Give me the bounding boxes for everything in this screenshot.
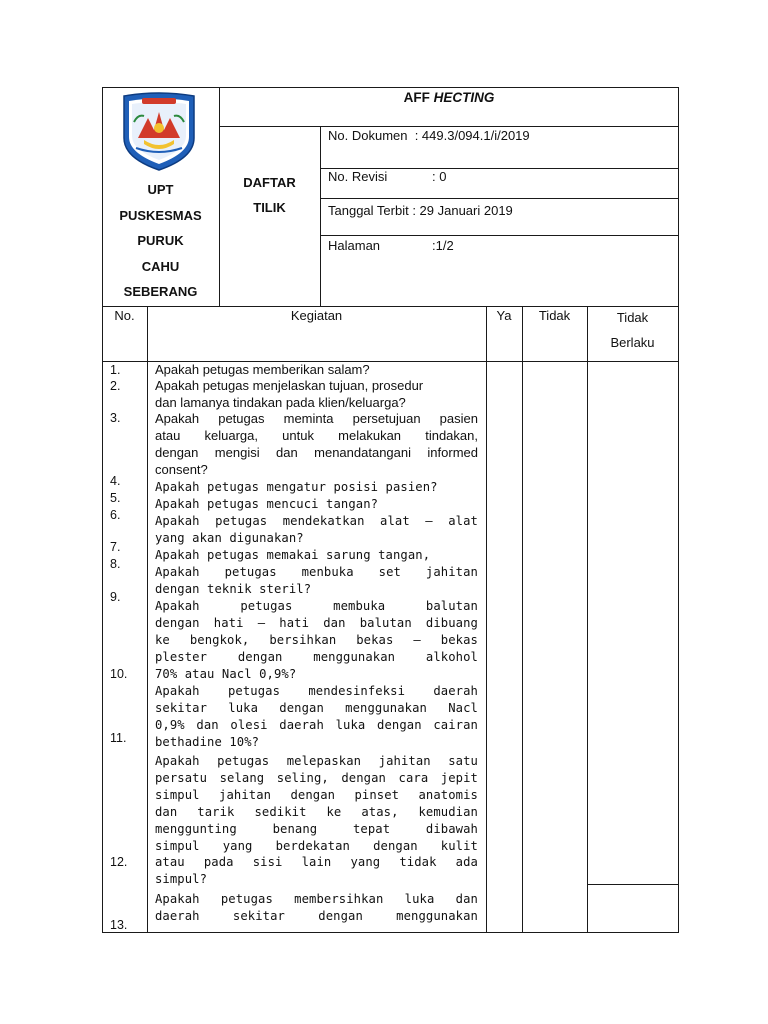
question-8 bbox=[155, 564, 478, 598]
col-header-no: No. bbox=[114, 308, 135, 323]
col-header-tidak-berlaku-line: Berlaku bbox=[610, 335, 655, 350]
question-6 bbox=[155, 513, 478, 547]
question-line: dan tarik sedikit ke atas, kemudian bbox=[155, 804, 478, 819]
question-4 bbox=[155, 479, 478, 496]
row-number: 2. bbox=[110, 379, 121, 393]
question-3 bbox=[155, 411, 478, 479]
row-number: 10. bbox=[110, 667, 128, 681]
document-title: AFF HECTING bbox=[403, 90, 495, 105]
meta-halaman-label: Halaman bbox=[328, 238, 381, 253]
col-header-tidak: Tidak bbox=[538, 308, 571, 323]
question-line: persatu selang seling, dengan cara jepit bbox=[155, 770, 478, 785]
row-number: 9. bbox=[110, 590, 121, 604]
meta-dokumen: No. Dokumen : 449.3/094.1/i/2019 bbox=[328, 128, 530, 143]
row-number: 11. bbox=[110, 731, 127, 745]
meta-line-2 bbox=[320, 198, 679, 199]
meta-halaman-value: :1/2 bbox=[432, 238, 454, 253]
org-line: PUSKESMAS bbox=[119, 207, 202, 223]
header-divider-vertical-2 bbox=[320, 126, 321, 306]
col-line-tidak bbox=[587, 306, 588, 933]
col-header-tidak-berlaku bbox=[587, 305, 678, 355]
question-2 bbox=[155, 378, 478, 412]
question-line: Apakah petugas menjelaskan tujuan, prosedur bbox=[155, 378, 424, 393]
org-line: SEBERANG bbox=[123, 284, 198, 300]
question-line: simpul yang berdekatan dengan kulit bbox=[155, 838, 478, 853]
question-line: Apakah petugas mendekatkan alat – alat bbox=[155, 514, 478, 528]
row-number: 6. bbox=[110, 508, 121, 522]
question-line: dengan hati – hati dan balutan dibuang bbox=[155, 615, 478, 630]
question-line: Apakah petugas memberikan salam? bbox=[155, 362, 370, 377]
col-header-kegiatan: Kegiatan bbox=[290, 308, 343, 323]
question-line: atau pada sisi lain yang tidak ada bbox=[155, 855, 478, 870]
question-7 bbox=[155, 547, 478, 564]
question-line: daerah sekitar dengan menggunakan bbox=[155, 908, 478, 923]
question-12 bbox=[155, 891, 478, 925]
question-11 bbox=[155, 753, 478, 888]
question-line: plester dengan menggunakan alkohol bbox=[155, 649, 478, 664]
col-header-ya: Ya bbox=[496, 308, 512, 323]
question-line: bethadine 10%? bbox=[155, 734, 260, 749]
row-number: 5. bbox=[110, 491, 121, 505]
row-number: 7. bbox=[110, 540, 121, 554]
question-line: Apakah petugas mendesinfeksi daerah bbox=[155, 684, 478, 698]
row-line-tidak-berlaku bbox=[587, 884, 679, 885]
question-line: Apakah petugas melepaskan jahitan satu bbox=[155, 754, 478, 768]
question-line: 70% atau Nacl 0,9%? bbox=[155, 666, 297, 681]
question-line: Apakah petugas membuka balutan bbox=[155, 599, 478, 613]
puskesmas-logo bbox=[118, 92, 200, 172]
col-line-no bbox=[147, 306, 148, 933]
question-1 bbox=[155, 362, 478, 379]
outer-border-bottom bbox=[102, 932, 679, 933]
question-line: Apakah petugas mencuci tangan? bbox=[155, 497, 379, 511]
question-line: atau keluarga, untuk melakukan tindakan, bbox=[155, 427, 478, 443]
doc-type-line: DAFTAR bbox=[243, 175, 296, 190]
question-line: Apakah petugas membersihkan luka dan bbox=[155, 892, 478, 906]
question-line: 0,9% dan olesi daerah luka dengan cairan bbox=[155, 717, 478, 732]
doc-type-line: TILIK bbox=[253, 200, 286, 215]
question-line: simpul? bbox=[155, 872, 208, 887]
col-header-tidak-berlaku-line: Tidak bbox=[616, 310, 649, 325]
question-line: ke bengkok, bersihkan bekas – bekas bbox=[155, 632, 478, 647]
org-line: UPT bbox=[147, 182, 174, 197]
row-number: 8. bbox=[110, 557, 121, 571]
question-line: yang akan digunakan? bbox=[155, 530, 304, 545]
question-line: menggunting benang tepat dibawah bbox=[155, 821, 478, 836]
question-line: Apakah petugas meminta persetujuan pasien bbox=[155, 411, 478, 426]
question-9 bbox=[155, 598, 478, 683]
row-number: 3. bbox=[110, 411, 121, 425]
question-line: Apakah petugas memakai sarung tangan, bbox=[155, 548, 431, 562]
meta-revisi-value: : 0 bbox=[432, 169, 447, 184]
row-number: 13. bbox=[110, 918, 128, 932]
doc-type bbox=[219, 170, 320, 220]
meta-terbit: Tanggal Terbit : 29 Januari 2019 bbox=[328, 203, 513, 218]
row-number: 12. bbox=[110, 855, 128, 869]
question-line: sekitar luka dengan menggunakan Nacl bbox=[155, 700, 478, 715]
question-10 bbox=[155, 683, 478, 751]
question-line: consent? bbox=[155, 461, 208, 477]
row-number: 4. bbox=[110, 474, 121, 488]
question-5 bbox=[155, 496, 478, 513]
meta-line-3 bbox=[320, 235, 679, 236]
org-line: CAHU bbox=[141, 258, 180, 274]
question-line: Apakah petugas menbuka set jahitan bbox=[155, 565, 478, 579]
row-number: 1. bbox=[110, 363, 121, 377]
col-line-kegiatan bbox=[486, 306, 487, 933]
outer-border-top bbox=[102, 87, 679, 88]
org-line: PURUK bbox=[137, 233, 184, 249]
meta-revisi-label: No. Revisi bbox=[328, 169, 388, 184]
question-line: Apakah petugas mengatur posisi pasien? bbox=[155, 480, 438, 494]
org-name bbox=[102, 177, 219, 305]
col-line-ya bbox=[522, 306, 523, 933]
question-line: dengan teknik steril? bbox=[155, 581, 312, 596]
question-line: simpul jahitan dengan pinset anatomis bbox=[155, 787, 478, 802]
question-line: dengan mengisi dan menandatangani informed bbox=[155, 444, 478, 460]
question-line: dan lamanya tindakan pada klien/keluarga? bbox=[155, 394, 406, 410]
outer-border-right bbox=[678, 87, 679, 933]
